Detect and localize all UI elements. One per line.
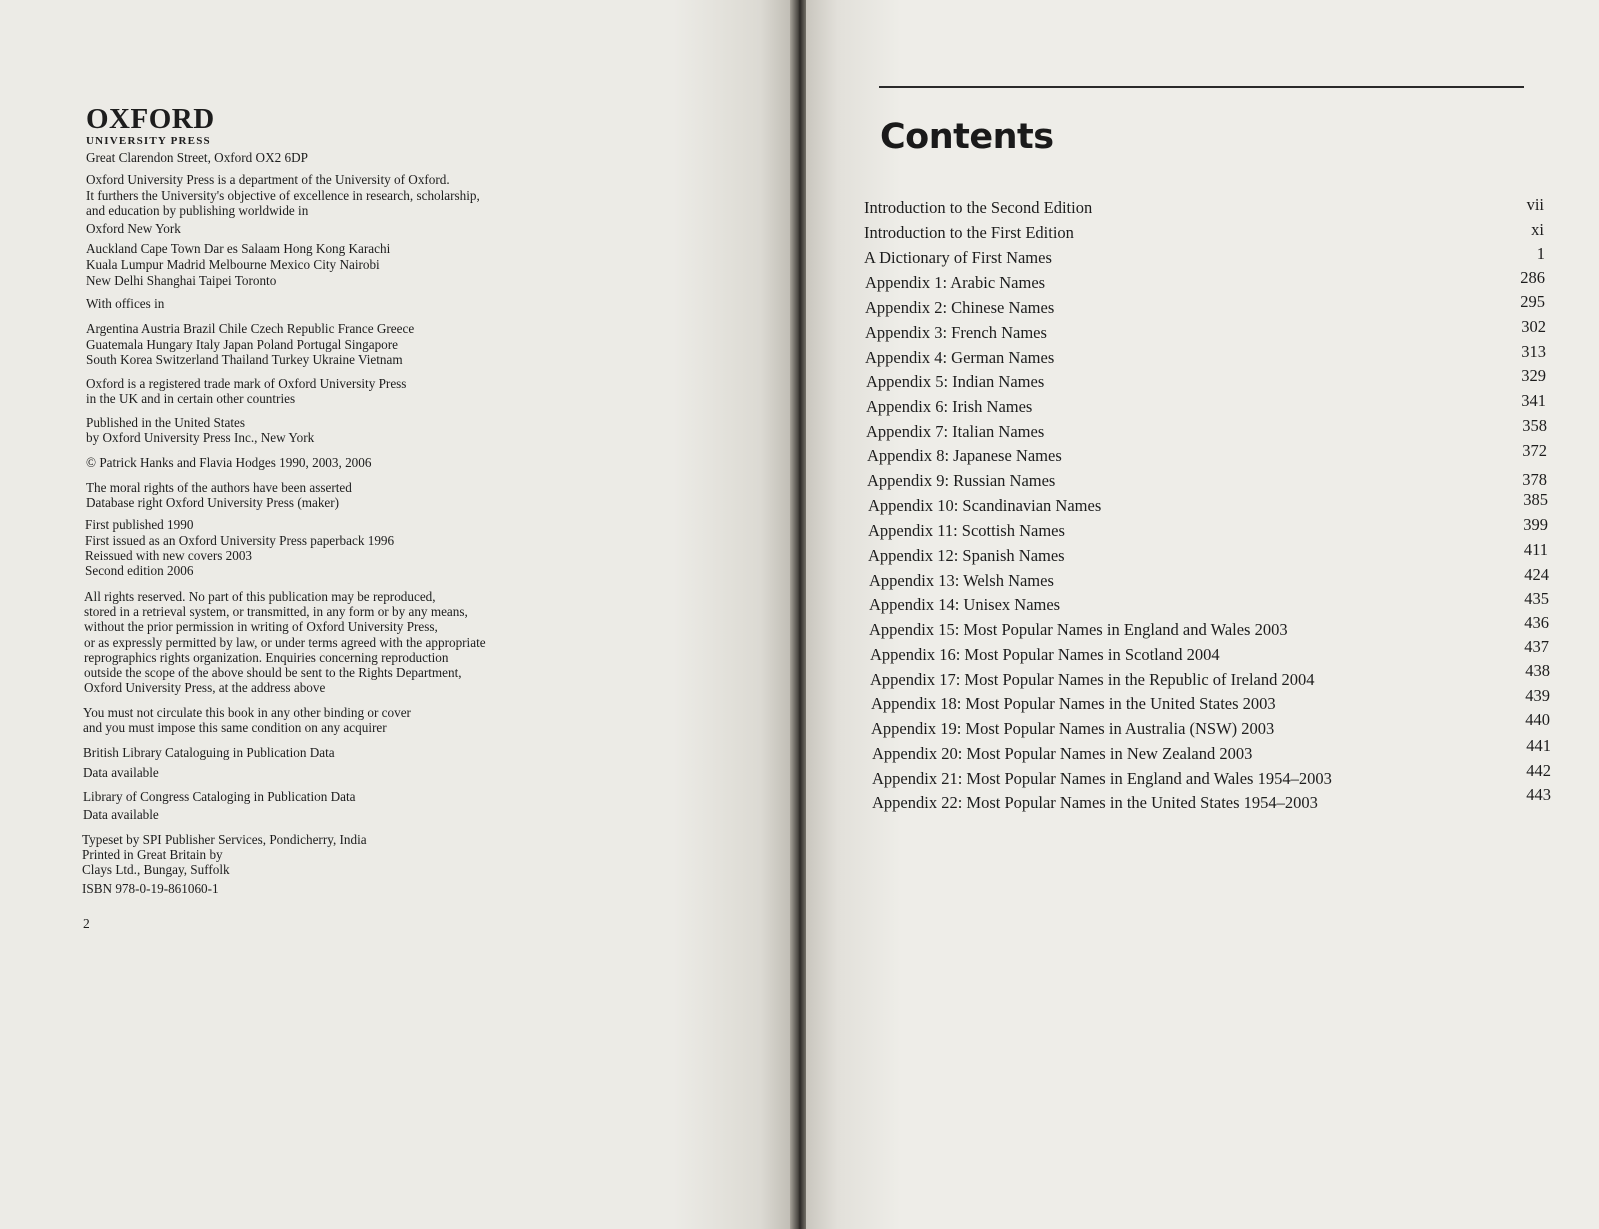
copyright-line: It furthers the University's objective of excellence in research, scholarship, [86,188,480,203]
toc-entry-title: Appendix 13: Welsh Names [869,571,1054,590]
toc-entry-title: Appendix 15: Most Popular Names in England and Wales 2003 [869,620,1288,639]
copyright-line: British Library Cataloguing in Publication Data [83,745,335,760]
toc-entry-page: 385 [1523,490,1548,509]
copyright-line: Oxford New York [86,221,181,236]
toc-entry-page: 302 [1521,317,1546,336]
toc-entry-page: 424 [1524,565,1549,584]
copyright-line: stored in a retrieval system, or transmitted, in any form or by any means, [84,604,468,619]
toc-entry-page: 439 [1525,686,1550,705]
toc-entry-title: Appendix 4: German Names [865,348,1055,367]
toc-entry-title: Appendix 1: Arabic Names [865,273,1046,292]
toc-entry-title: Appendix 19: Most Popular Names in Australia (NSW) 2003 [871,719,1275,738]
copyright-line: by Oxford University Press Inc., New York [86,430,315,445]
copyright-line: Great Clarendon Street, Oxford OX2 6DP [86,150,308,165]
copyright-line: Clays Ltd., Bungay, Suffolk [82,862,230,877]
copyright-line: You must not circulate this book in any other binding or cover [83,705,411,720]
logo-wordmark: OXFORD [86,103,215,135]
copyright-line: reprographics rights organization. Enquiries concerning reproduction [84,650,449,665]
toc-entry-title: A Dictionary of First Names [864,248,1052,267]
toc-entry-page: vii [1526,195,1544,214]
copyright-line: Typeset by SPI Publisher Services, Pondicherry, India [82,832,367,847]
copyright-line: ISBN 978-0-19-861060-1 [82,881,219,896]
toc-entry-title: Appendix 2: Chinese Names [865,298,1055,317]
copyright-line: Oxford University Press, at the address above [84,680,326,695]
contents-page [806,0,1599,1229]
toc-entry-page: 358 [1522,416,1547,435]
copyright-text [0,0,792,1229]
toc-entry-title: Appendix 6: Irish Names [866,397,1033,416]
toc-entry-page: 440 [1525,710,1550,729]
toc-entry-page: 399 [1523,515,1548,534]
toc-entry-title: Appendix 3: French Names [865,323,1047,342]
copyright-line: South Korea Switzerland Thailand Turkey Ukraine Vietnam [86,352,403,367]
copyright-line: or as expressly permitted by law, or under terms agreed with the appropriate [84,635,486,650]
toc-entry-page: 437 [1524,637,1549,656]
toc-entry-page: 295 [1520,292,1545,311]
copyright-line: All rights reserved. No part of this publication may be reproduced, [84,589,436,604]
toc-entry-page: xi [1531,220,1544,239]
copyright-line: Printed in Great Britain by [82,847,223,862]
toc-entry-title: Appendix 12: Spanish Names [868,546,1065,565]
toc-entry-title: Appendix 18: Most Popular Names in the United States 2003 [871,694,1276,713]
copyright-line: With offices in [86,296,165,311]
copyright-line: Data available [83,765,159,780]
copyright-line: and you must impose this same condition on any acquirer [83,720,387,735]
toc-entry-title: Appendix 16: Most Popular Names in Scotland 2004 [870,645,1220,664]
copyright-line: Oxford is a registered trade mark of Oxford University Press [86,376,407,391]
toc-entry-title: Appendix 22: Most Popular Names in the United States 1954–2003 [872,793,1318,812]
toc-entry-title: Appendix 14: Unisex Names [869,595,1061,614]
copyright-line: outside the scope of the above should be sent to the Rights Department, [84,665,462,680]
copyright-line: Guatemala Hungary Italy Japan Poland Portugal Singapore [86,337,399,352]
copyright-line: First published 1990 [85,517,194,532]
toc-entry-page: 442 [1526,761,1551,780]
copyright-line: Published in the United States [86,415,245,430]
toc-entry-title: Appendix 20: Most Popular Names in New Zealand 2003 [872,744,1253,763]
copyright-line: New Delhi Shanghai Taipei Toronto [86,273,277,288]
toc-entry-page: 341 [1521,391,1546,410]
copyright-line: without the prior permission in writing of Oxford University Press, [84,619,438,634]
copyright-line: Data available [83,807,159,822]
copyright-line: and education by publishing worldwide in [86,203,309,218]
toc-entry-title: Introduction to the Second Edition [864,198,1093,217]
toc-entry-page: 1 [1536,244,1545,263]
toc-entry-page: 438 [1525,661,1550,680]
copyright-line: in the UK and in certain other countries [86,391,296,406]
copyright-line: Second edition 2006 [85,563,194,578]
toc-entry-page: 313 [1521,342,1546,361]
toc-entry-title: Appendix 7: Italian Names [866,422,1045,441]
toc-entry-page: 436 [1524,613,1549,632]
toc-entry-title: Appendix 8: Japanese Names [867,446,1062,465]
copyright-line: Database right Oxford University Press (maker) [86,495,340,510]
toc-entry-title: Introduction to the First Edition [864,223,1074,242]
copyright-page [0,0,792,1229]
toc-entry-title: Appendix 10: Scandinavian Names [868,496,1102,515]
copyright-line: Auckland Cape Town Dar es Salaam Hong Kong Karachi [86,241,391,256]
toc-entry-title: Appendix 21: Most Popular Names in England and Wales 1954–2003 [872,769,1332,788]
toc-entry-page: 441 [1526,736,1551,755]
copyright-line: The moral rights of the authors have been asserted [86,480,352,495]
copyright-line: Argentina Austria Brazil Chile Czech Republic France Greece [86,321,415,336]
toc-entry-title: Appendix 5: Indian Names [866,372,1045,391]
toc-entry-page: 286 [1520,268,1545,287]
toc-entry-page: 378 [1522,470,1547,489]
page-number: 2 [83,916,90,931]
toc-entry-title: Appendix 17: Most Popular Names in the Republic of Ireland 2004 [870,670,1315,689]
toc-list [806,0,1599,1229]
copyright-line: Kuala Lumpur Madrid Melbourne Mexico City Nairobi [86,257,380,272]
toc-entry-title: Appendix 11: Scottish Names [868,521,1065,540]
copyright-line: Library of Congress Cataloging in Publication Data [83,789,356,804]
logo-subtitle: UNIVERSITY PRESS [86,135,211,147]
toc-entry-page: 435 [1524,589,1549,608]
copyright-line: Reissued with new covers 2003 [85,548,253,563]
contents-heading: Contents [880,117,1054,157]
copyright-line: © Patrick Hanks and Flavia Hodges 1990, 2003, 2006 [86,455,372,470]
toc-entry-title: Appendix 9: Russian Names [867,471,1056,490]
toc-entry-page: 443 [1526,785,1551,804]
toc-entry-page: 411 [1523,540,1548,559]
copyright-line: First issued as an Oxford University Press paperback 1996 [85,533,395,548]
toc-entry-page: 372 [1522,441,1547,460]
copyright-line: Oxford University Press is a department of the University of Oxford. [86,172,450,187]
toc-entry-page: 329 [1521,366,1546,385]
